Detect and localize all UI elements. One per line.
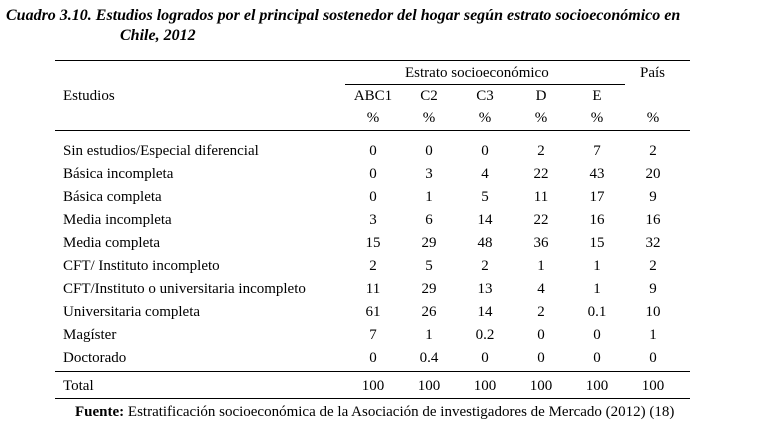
unit-pais: %: [646, 110, 660, 126]
cell-value: 0: [369, 350, 377, 366]
cell-value: 2: [537, 143, 545, 159]
row-header: Estudios: [63, 88, 115, 104]
cell-value: 26: [421, 304, 437, 320]
cell-value: 14: [477, 304, 493, 320]
total-value: 100: [529, 378, 553, 394]
cell-value: 7: [369, 327, 377, 343]
row-label: CFT/Instituto o universitaria incompleto: [63, 281, 306, 297]
cell-value: 0: [369, 143, 377, 159]
cell-value: 1: [593, 281, 601, 297]
row-label: Básica completa: [63, 189, 162, 205]
row-label: Básica incompleta: [63, 166, 174, 182]
cell-value: 10: [645, 304, 661, 320]
cell-value: 61: [365, 304, 381, 320]
cell-value: 32: [645, 235, 661, 251]
cell-value: 13: [477, 281, 493, 297]
cell-value: 1: [649, 327, 657, 343]
source-note: [75, 403, 674, 421]
table-caption: [6, 6, 776, 46]
cell-value: 0: [593, 350, 601, 366]
unit-c3: %: [478, 110, 492, 126]
cell-value: 11: [533, 189, 549, 205]
source-text: Estratificación socioeconómica de la Asociación de investigadores de Mercado (2012) (18): [124, 404, 675, 420]
top-rule: [55, 60, 690, 61]
cell-value: 29: [421, 281, 437, 297]
unit-c2: %: [422, 110, 436, 126]
row-label: Universitaria completa: [63, 304, 201, 320]
cell-value: 17: [589, 189, 605, 205]
cell-value: 6: [425, 212, 433, 228]
cell-value: 1: [537, 258, 545, 274]
header-bottom-rule: [55, 130, 690, 131]
cell-value: 16: [589, 212, 605, 228]
total-value: 100: [473, 378, 497, 394]
cell-value: 9: [649, 281, 657, 297]
cell-value: 29: [421, 235, 437, 251]
country-header: País: [640, 65, 666, 81]
total-value: 100: [585, 378, 609, 394]
cell-value: 5: [481, 189, 489, 205]
total-value: 100: [641, 378, 665, 394]
col-header-c3: C3: [476, 88, 494, 104]
bottom-rule: [55, 398, 690, 399]
cell-value: 0: [481, 143, 489, 159]
cell-value: 48: [477, 235, 493, 251]
col-header-d: D: [535, 88, 547, 104]
cell-value: 0: [425, 143, 433, 159]
cell-value: 5: [425, 258, 433, 274]
cell-value: 15: [365, 235, 381, 251]
caption-line-2: Chile, 2012: [120, 27, 196, 44]
cell-value: 11: [365, 281, 381, 297]
source-label: Fuente:: [75, 404, 125, 420]
cell-value: 2: [649, 258, 657, 274]
total-value: 100: [361, 378, 385, 394]
cell-value: 0.1: [587, 304, 607, 320]
cell-value: 43: [589, 166, 605, 182]
cell-value: 7: [593, 143, 601, 159]
cell-value: 0.4: [419, 350, 439, 366]
col-header-e: E: [592, 88, 602, 104]
cell-value: 22: [533, 166, 549, 182]
cell-value: 0: [481, 350, 489, 366]
cell-value: 2: [649, 143, 657, 159]
cell-value: 1: [593, 258, 601, 274]
cell-value: 2: [369, 258, 377, 274]
unit-d: %: [534, 110, 548, 126]
row-label: Doctorado: [63, 350, 127, 366]
total-label: Total: [63, 378, 94, 394]
cell-value: 0: [369, 166, 377, 182]
row-label: CFT/ Instituto incompleto: [63, 258, 220, 274]
cell-value: 4: [481, 166, 489, 182]
cell-value: 0: [537, 327, 545, 343]
caption-line-1: Cuadro 3.10. Estudios logrados por el principal sostenedor del hogar según estrato socioeconómico en: [6, 7, 681, 24]
col-header-c2: C2: [420, 88, 438, 104]
unit-e: %: [590, 110, 604, 126]
cell-value: 22: [533, 212, 549, 228]
cell-value: 3: [369, 212, 377, 228]
cell-value: 9: [649, 189, 657, 205]
cell-value: 2: [481, 258, 489, 274]
group-header: Estrato socioeconómico: [405, 65, 549, 81]
cell-value: 36: [533, 235, 549, 251]
cell-value: 2: [537, 304, 545, 320]
row-label: Media completa: [63, 235, 161, 251]
row-label: Sin estudios/Especial diferencial: [63, 143, 259, 159]
cell-value: 0: [649, 350, 657, 366]
cell-value: 1: [425, 189, 433, 205]
cell-value: 4: [537, 281, 545, 297]
cell-value: 20: [645, 166, 661, 182]
cell-value: 14: [477, 212, 493, 228]
total-value: 100: [417, 378, 441, 394]
cell-value: 16: [645, 212, 661, 228]
cell-value: 0: [593, 327, 601, 343]
cell-value: 1: [425, 327, 433, 343]
col-header-abc1: ABC1: [353, 88, 393, 104]
unit-abc1: %: [366, 110, 380, 126]
cell-value: 0.2: [475, 327, 495, 343]
group-rule: [345, 84, 625, 85]
cell-value: 3: [425, 166, 433, 182]
cell-value: 0: [369, 189, 377, 205]
row-label: Magíster: [63, 327, 117, 343]
cell-value: 0: [537, 350, 545, 366]
cell-value: 15: [589, 235, 605, 251]
row-label: Media incompleta: [63, 212, 172, 228]
total-rule: [55, 371, 690, 372]
